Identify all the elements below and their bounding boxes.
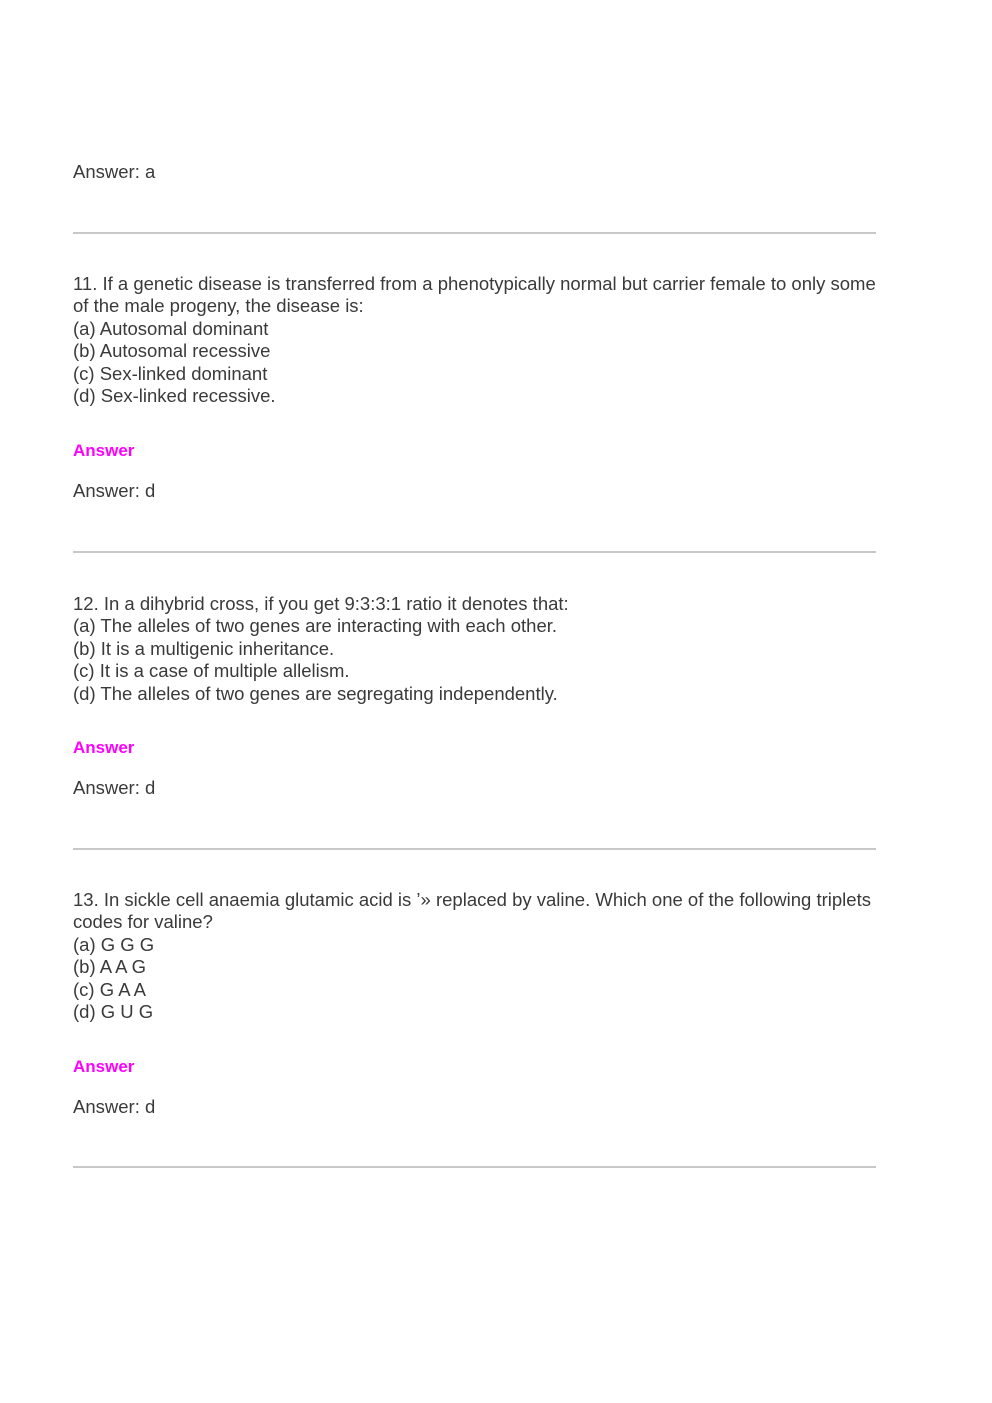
answer-toggle-12[interactable] [73, 737, 876, 759]
answer-label[interactable]: Answer [73, 738, 135, 757]
option-d: (d) G U G [73, 1001, 154, 1023]
answer-label[interactable]: Answer [73, 441, 135, 460]
answer-text: Answer: d [73, 1096, 156, 1117]
answer-toggle-13[interactable] [73, 1056, 876, 1078]
answer-13 [73, 1096, 876, 1118]
question-12 [73, 593, 876, 705]
answer-toggle-11[interactable] [73, 440, 876, 462]
option-d: (d) The alleles of two genes are segregating independently. [73, 682, 558, 704]
divider [73, 848, 876, 850]
option-c: (c) It is a case of multiple allelism. [73, 660, 350, 682]
question-text: 13. In sickle cell anaemia glutamic acid is ’» replaced by valine. Which one of the following triplets codes for valine? [73, 889, 871, 933]
divider [73, 551, 876, 553]
divider [73, 232, 876, 234]
answer-text: Answer: d [73, 777, 156, 798]
option-c: (c) Sex-linked dominant [73, 362, 268, 384]
option-b: (b) A A G [73, 956, 147, 978]
option-a: (a) Autosomal dominant [73, 317, 269, 339]
question-13 [73, 889, 876, 1023]
question-text: 11. If a genetic disease is transferred from a phenotypically normal but carrier female to only some of the male progeny, the disease is: [73, 273, 876, 317]
option-b: (b) It is a multigenic inheritance. [73, 637, 335, 659]
divider [73, 1166, 876, 1168]
answer-label[interactable]: Answer [73, 1057, 135, 1076]
answer-11 [73, 480, 876, 502]
option-a: (a) G G G [73, 933, 155, 955]
option-b: (b) Autosomal recessive [73, 340, 271, 362]
previous-answer-block [73, 161, 876, 183]
option-c: (c) G A A [73, 978, 146, 1000]
question-11 [73, 273, 876, 407]
answer-12 [73, 777, 876, 799]
option-d: (d) Sex-linked recessive. [73, 385, 276, 407]
question-text: 12. In a dihybrid cross, if you get 9:3:3:1 ratio it denotes that: [73, 593, 569, 614]
option-a: (a) The alleles of two genes are interacting with each other. [73, 615, 558, 637]
previous-answer-text: Answer: a [73, 161, 156, 182]
answer-text: Answer: d [73, 480, 156, 501]
